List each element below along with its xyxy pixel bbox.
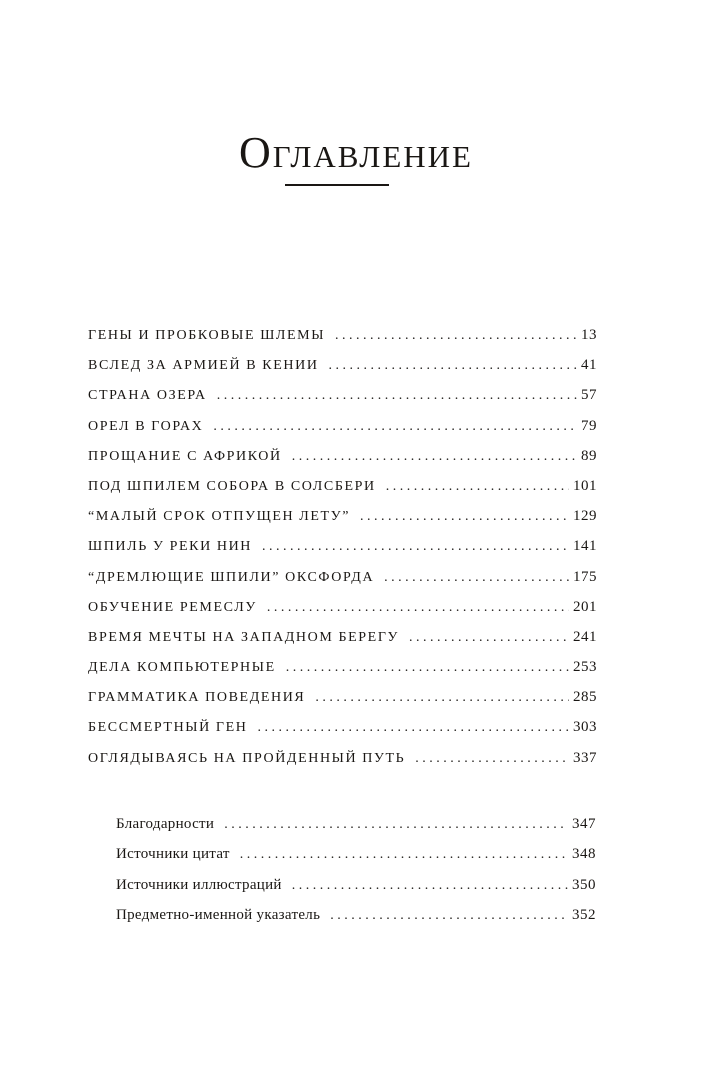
- back-matter-title: Источники иллюстраций: [116, 876, 282, 893]
- toc-entry[interactable]: [88, 659, 597, 689]
- chapter-title: ОГЛЯДЫВАЯСЬ НА ПРОЙДЕННЫЙ ПУТЬ: [88, 750, 406, 766]
- toc-entry[interactable]: [88, 478, 597, 508]
- dot-leader: [415, 751, 569, 767]
- dot-leader: [329, 358, 577, 374]
- chapter-title: ПРОЩАНИЕ С АФРИКОЙ: [88, 448, 282, 464]
- dot-leader: [384, 570, 569, 586]
- chapter-title: “ДРЕМЛЮЩИЕ ШПИЛИ” ОКСФОРДА: [88, 569, 375, 585]
- toc-entry[interactable]: [88, 599, 597, 629]
- chapter-title: ОРЕЛ В ГОРАХ: [88, 418, 204, 434]
- back-matter-entry[interactable]: [116, 846, 596, 876]
- dot-leader: [360, 509, 569, 525]
- toc-entry[interactable]: [88, 689, 597, 719]
- dot-leader: [330, 908, 568, 924]
- chapter-title: ШПИЛЬ У РЕКИ НИН: [88, 539, 253, 555]
- page-number: 13: [581, 327, 597, 343]
- dot-leader: [213, 419, 577, 435]
- page-number: 347: [572, 816, 596, 832]
- toc-entry[interactable]: [88, 448, 597, 478]
- back-matter-entry[interactable]: [116, 907, 596, 937]
- dot-leader: [224, 817, 568, 833]
- dot-leader: [292, 878, 568, 894]
- page-number: 141: [573, 538, 597, 555]
- dot-leader: [262, 539, 569, 555]
- page-number: 101: [573, 477, 597, 494]
- toc-entry[interactable]: [88, 387, 597, 417]
- chapter-title: ГРАММАТИКА ПОВЕДЕНИЯ: [88, 690, 306, 706]
- page-number: 285: [573, 689, 597, 706]
- title-underline: [285, 184, 389, 186]
- chapter-title: ГЕНЫ И ПРОБКОВЫЕ ШЛЕМЫ: [88, 328, 326, 343]
- toc-entry[interactable]: [88, 629, 597, 659]
- chapter-title: ПОД ШПИЛЕМ СОБОРА В СОЛСБЕРИ: [88, 478, 376, 494]
- page-number: 201: [573, 598, 597, 615]
- page-number: 253: [573, 659, 597, 676]
- back-matter-entry[interactable]: [116, 877, 596, 907]
- chapter-title: ВСЛЕД ЗА АРМИЕЙ В КЕНИИ: [88, 358, 319, 374]
- chapter-title: СТРАНА ОЗЕРА: [88, 388, 207, 404]
- page-number: 41: [581, 357, 597, 374]
- chapter-list: [0, 327, 712, 780]
- dot-leader: [409, 630, 569, 646]
- toc-entry[interactable]: [88, 357, 597, 387]
- toc-entry[interactable]: [88, 569, 597, 599]
- toc-entry[interactable]: [88, 538, 597, 568]
- toc-entry[interactable]: [88, 327, 597, 357]
- chapter-title: ВРЕМЯ МЕЧТЫ НА ЗАПАДНОМ БЕРЕГУ: [88, 629, 400, 645]
- back-matter-title: Предметно-именной указатель: [116, 906, 321, 923]
- page-number: 129: [573, 508, 597, 525]
- page-number: 352: [572, 906, 596, 923]
- back-matter-entry[interactable]: [116, 816, 596, 846]
- page-number: 89: [581, 447, 597, 464]
- chapter-title: “МАЛЫЙ СРОК ОТПУЩЕН ЛЕТУ”: [88, 509, 351, 525]
- dot-leader: [267, 600, 569, 616]
- page-number: 350: [572, 876, 596, 893]
- toc-entry[interactable]: [88, 508, 597, 538]
- page-number: 303: [573, 719, 597, 736]
- toc-entry[interactable]: [88, 750, 597, 780]
- dot-leader: [335, 328, 577, 344]
- page-number: 79: [581, 417, 597, 434]
- page-number: 57: [581, 387, 597, 404]
- chapter-title: БЕССМЕРТНЫЙ ГЕН: [88, 720, 248, 736]
- dot-leader: [240, 847, 568, 863]
- dot-leader: [286, 660, 569, 676]
- page-number: 337: [573, 749, 597, 766]
- back-matter-list: [0, 816, 712, 937]
- dot-leader: [257, 720, 569, 736]
- back-matter-title: Источники цитат: [116, 846, 230, 863]
- back-matter-title: Благодарности: [116, 816, 215, 832]
- dot-leader: [386, 479, 569, 495]
- page-number: 175: [573, 568, 597, 585]
- dot-leader: [315, 690, 569, 706]
- chapter-title: ДЕЛА КОМПЬЮТЕРНЫЕ: [88, 660, 276, 676]
- chapter-title: ОБУЧЕНИЕ РЕМЕСЛУ: [88, 599, 257, 615]
- page-title: Оглавление: [239, 128, 473, 177]
- page-number: 241: [573, 628, 597, 645]
- toc-entry[interactable]: [88, 418, 597, 448]
- dot-leader: [217, 388, 577, 404]
- dot-leader: [292, 449, 577, 465]
- page-number: 348: [572, 846, 596, 863]
- toc-entry[interactable]: [88, 719, 597, 749]
